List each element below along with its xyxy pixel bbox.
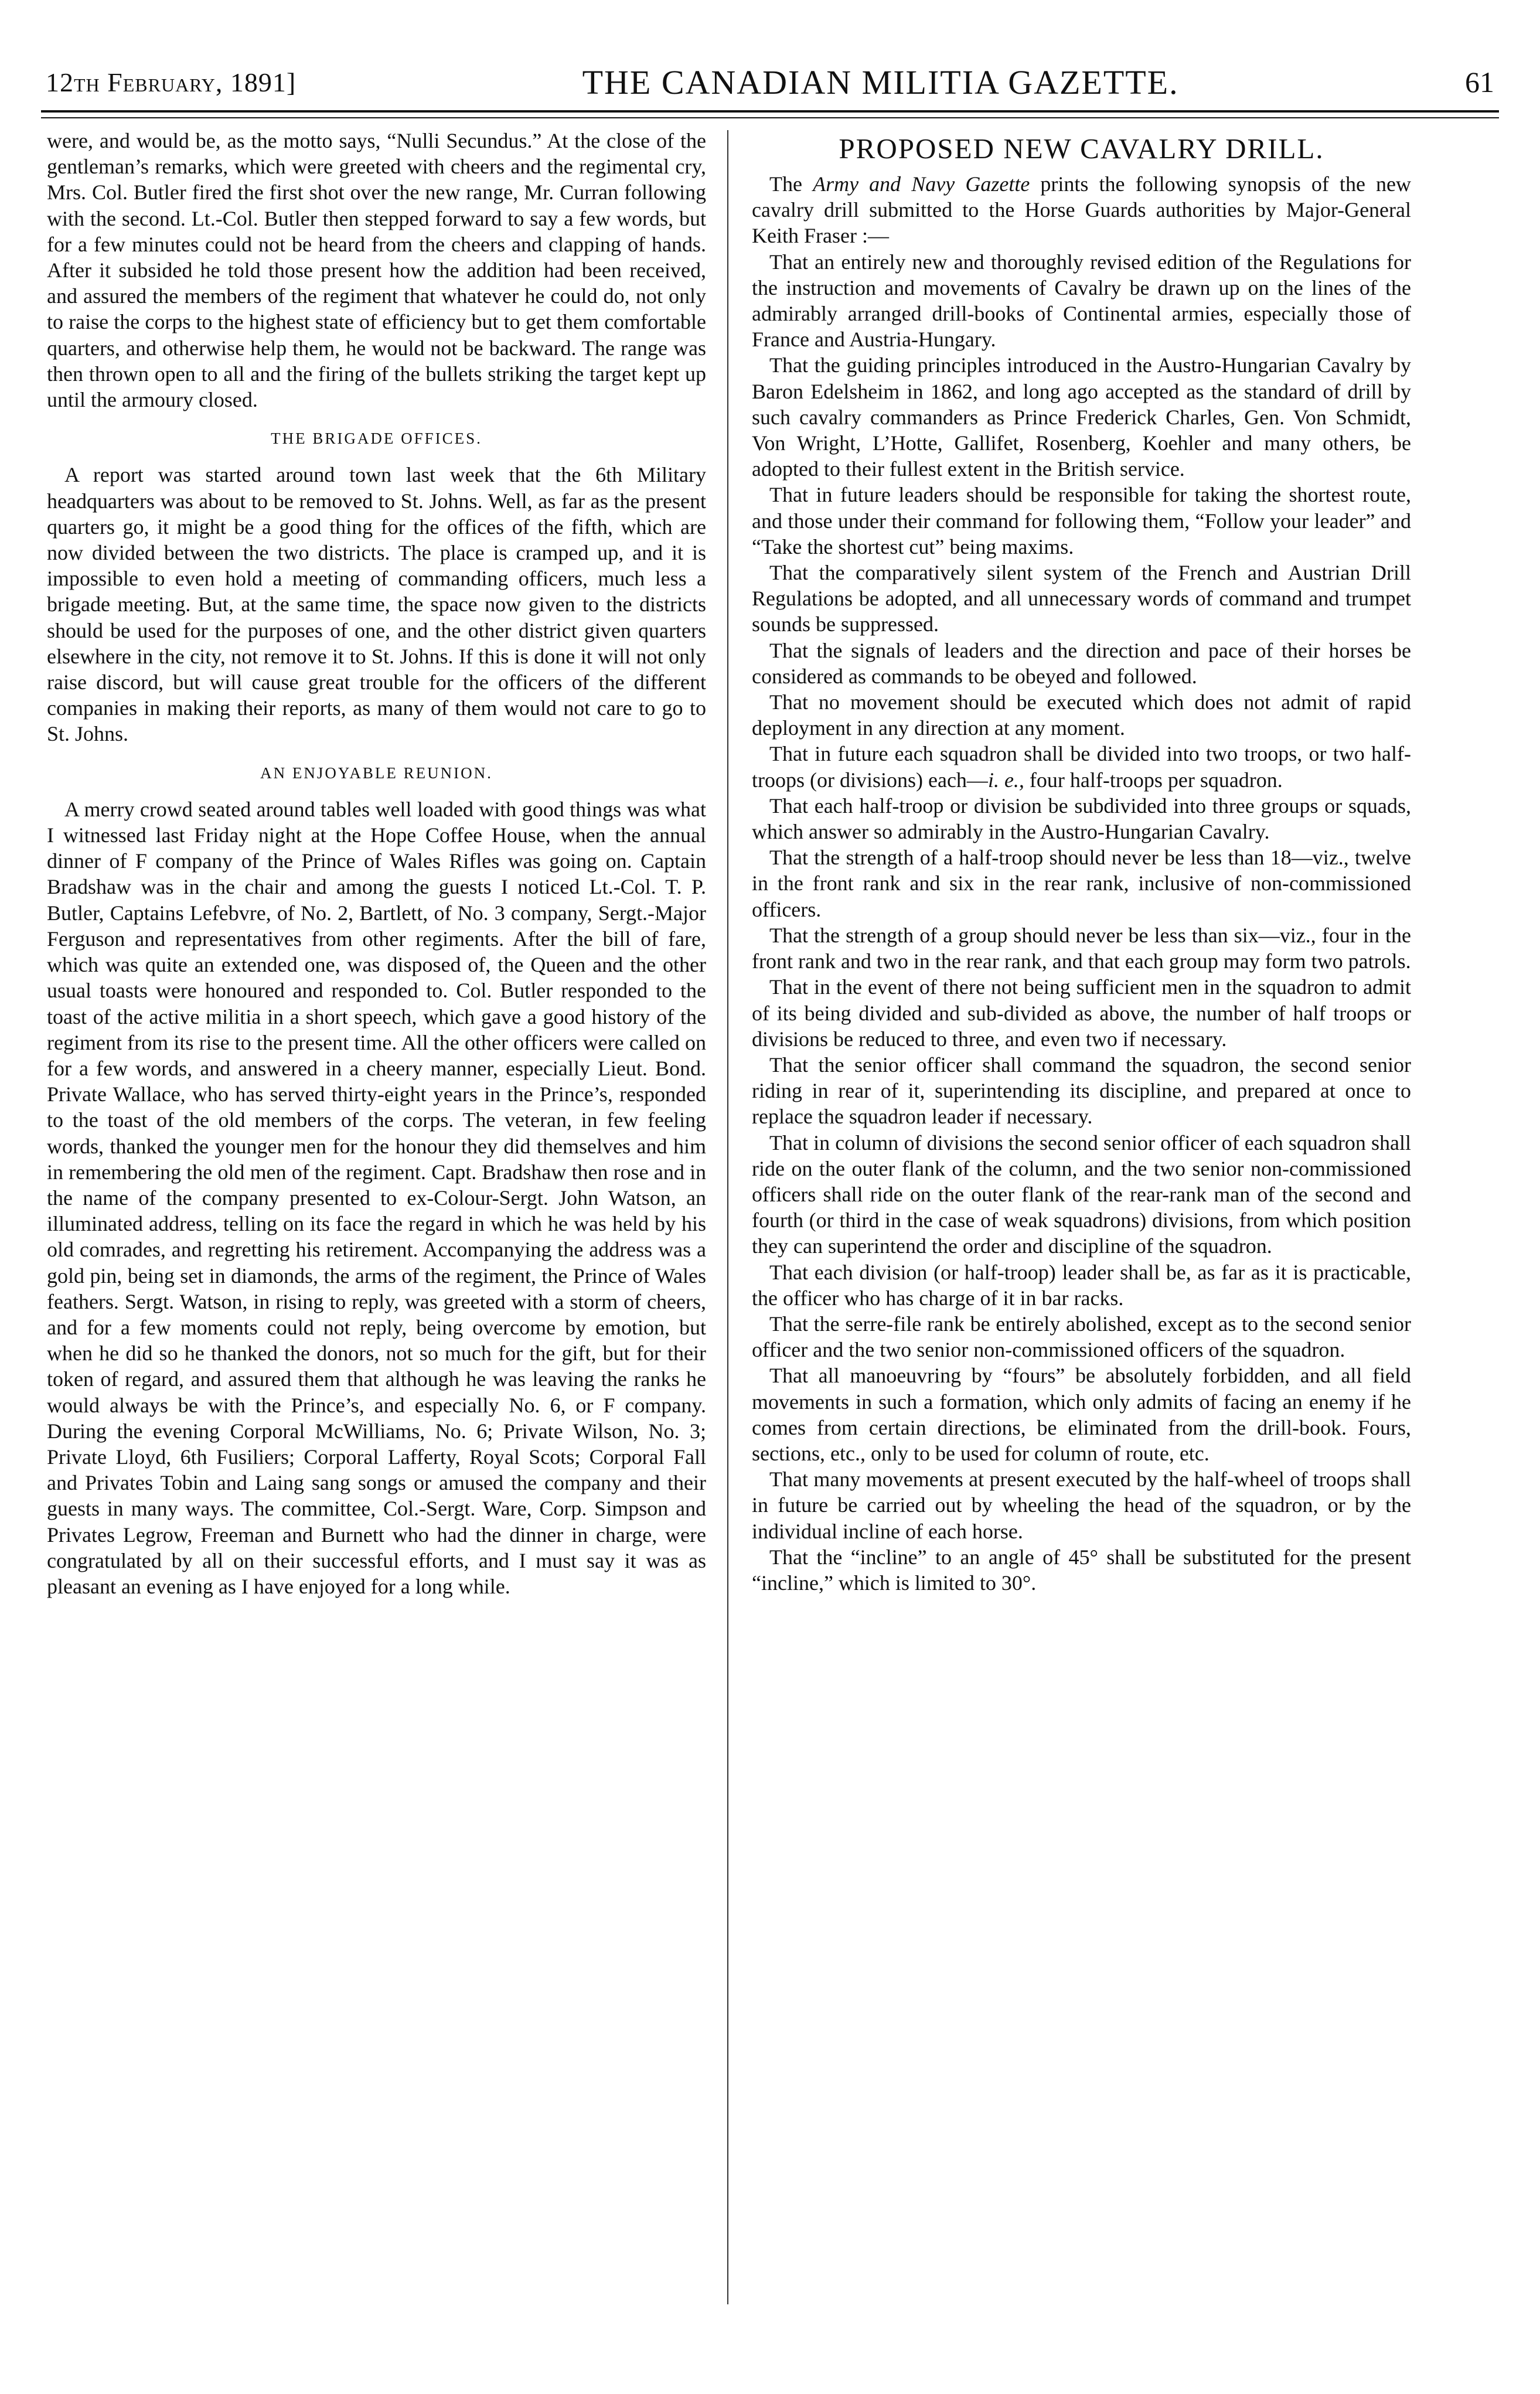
article-paragraph: That no movement should be executed which does not admit of rapid deployment in any direction at any moment. [752, 690, 1411, 740]
article-paragraph: A merry crowd seated around tables well loaded with good things was what I witnessed last Friday night at the Hope Coffee House, when the annual dinner of F company of the Prince of Wales Rifles was going on. Captain Bradshaw was in the chair and among the guests I noticed Lt.-Col. T. P. Butler, Captains Lefebvre, of No. 2, Bartlett, of No. 3 company, Sergt.-Major Ferguson and representatives from other regiments. After the bill of fare, which was quite an extended one, was disposed of, the Queen and the other usual toasts were honoured and responded to. Col. Butler responded to the toast of the active militia in a short speech, which gave a good history of the regiment from its rise to the present time. All the other officers were called on for a few words, and answered in a cheery manner, especially Lieut. Bond. Private Wallace, who has served thirty-eight years in the Prince’s, responded to the toast of the old members of the corps. The veteran, in few feeling words, thanked the younger men for the honour they did themselves and him in remembering the old men of the regiment. Capt. Bradshaw then rose and in the name of the company presented to ex-Colour-Sergt. John Watson, an illuminated address, telling on its face the regard in which he was held by his old comrades, and regretting his retirement. Accompanying the address was a gold pin, being set in diamonds, the arms of the regiment, the Prince of Wales feathers. Sergt. Watson, in rising to reply, was greeted with a storm of cheers, and for a few moments could not reply, being overcome by emotion, but when he did so he thanked the donors, not so much for the gift, but for their token of regard, and assured them that although he was leaving the ranks he would always be with the Prince’s, and especially No. 6, or F company. During the evening Corporal McWilliams, No. 6; Private Wilson, No. 3; Private Lloyd, 6th Fusiliers; Corporal Lafferty, Royal Scots; Corporal Fall and Privates Tobin and Laing sang songs or amused the company and their guests in many ways. The committee, Col.-Sergt. Ware, Corp. Simpson and Privates Legrow, Freeman and Burnett who had the dinner in charge, were congratulated by all on their successful efforts, and I must say it was as pleasant an evening as I have enjoyed for a long while. [47, 797, 706, 1598]
article-title: PROPOSED NEW CAVALRY DRILL. [839, 132, 1324, 165]
paragraph-italic: i. e., [987, 768, 1024, 792]
header-date: 12th February, 1891] [46, 67, 297, 97]
article-paragraph: That the senior officer shall command the squadron, the second senior riding in rear of it, superintending its discipline, and prepared at once to replace the squadron leader if necessary. [752, 1053, 1411, 1129]
left-column [47, 128, 706, 1599]
article-paragraph: were, and would be, as the motto says, “Nulli Secundus.” At the close of the gentleman’s remarks, which were greeted with cheers and the regimental cry, Mrs. Col. Butler fired the first shot over the new range, Mr. Curran following with the second. Lt.-Col. Butler then stepped forward to say a few words, but for a few minutes could not be heard from the cheers and clapping of hands. After it subsided he told those present how the addition had been received, and assured the members of the regiment that whatever he could do, not only to raise the corps to the highest state of efficiency but to get them comfortable quarters, and otherwise help them, he would not be backward. The range was then thrown open to all and the firing of the bullets striking the target kept up until the armoury closed. [47, 129, 706, 412]
publication-title: THE CANADIAN MILITIA GAZETTE. [582, 63, 1179, 101]
article-paragraph: That in the event of there not being sufficient men in the squadron to admit of its being divided and sub-divided as above, the number of half troops or divisions be reduced to three, and even two if necessary. [752, 975, 1411, 1051]
article-paragraph: That many movements at present executed by the half-wheel of troops shall in future be carried out by wheeling the head of the squadron, or by the individual incline of each horse. [752, 1467, 1411, 1543]
page-header [46, 59, 1494, 105]
header-rule-thick [41, 110, 1499, 113]
header-rule-thin [41, 117, 1499, 118]
article-intro [752, 171, 1411, 249]
article-paragraph: That the strength of a half-troop should never be less than 18—viz., twelve in the front rank and six in the rear rank, inclusive of non-commissioned officers. [752, 846, 1411, 921]
article-paragraph: That an entirely new and thoroughly revised edition of the Regulations for the instruction and movements of Cavalry be drawn up on the lines of the admirably arranged drill-books of Continental armies, especially those of France and Austria-Hungary. [752, 250, 1411, 352]
article-paragraph: That the “incline” to an angle of 45° shall be substituted for the present “incline,” which is limited to 30°. [752, 1545, 1411, 1595]
section-heading-reunion: AN ENJOYABLE REUNION. [260, 764, 493, 782]
article-paragraph: That the comparatively silent system of the French and Austrian Drill Regulations be adopted, and all unnecessary words of command and trumpet sounds be suppressed. [752, 561, 1411, 636]
article-paragraph: That each half-troop or division be subdivided into three groups or squads, which answer so admirably in the Austro-Hungarian Cavalry. [752, 794, 1411, 844]
intro-text: prints the following synopsis of the new cavalry drill submitted to the Horse Guards authorities by Major-General Keith Fraser :— [752, 172, 1411, 248]
article-paragraph: That the serre-file rank be entirely abolished, except as to the second senior officer and the two senior non-commissioned officers of the squadron. [752, 1312, 1411, 1362]
article-paragraph: That all manoeuvring by “fours” be absolutely forbidden, and all field movements in such a formation, which only admits of facing an enemy if he comes from certain directions, be eliminated from the drill-book. Fours, sections, etc., only to be used for column of route, etc. [752, 1364, 1411, 1465]
article-paragraph: That the guiding principles introduced in the Austro-Hungarian Cavalry by Baron Edelsheim in 1862, and long ago accepted as the standard of drill by such cavalry commanders as Prince Frederick Charles, Gen. Von Schmidt, Von Wright, L’Hotte, Gallifet, Rosenberg, Koehler and many others, be adopted to their fullest extent in the British service. [752, 353, 1411, 481]
page-number: 61 [1464, 66, 1494, 98]
intro-text: The [769, 172, 813, 196]
article-paragraph: That the strength of a group should never be less than six—viz., four in the front rank and two in the rear rank, and that each group may form two patrols. [752, 923, 1411, 973]
article-paragraph [752, 741, 1411, 792]
article-paragraph: A report was started around town last week that the 6th Military headquarters was about to be removed to St. Johns. Well, as far as the present quarters go, it might be a good thing for the offices of the fifth, which are now divided between the two districts. The place is cramped up, and it is impossible to even hold a meeting of commanding officers, much less a brigade meeting. But, at the same time, the space now given to the districts should be used for the purposes of one, and the other district given quarters elsewhere in the city, not remove it to St. Johns. If this is done it will not only raise discord, but will cause great trouble for the officers of the different companies in making their reports, as many of them would not care to go to St. Johns. [47, 463, 706, 746]
article-paragraph: That the signals of leaders and the direction and pace of their horses be considered as commands to be obeyed and followed. [752, 638, 1411, 688]
publication-name: Army and Navy Gazette [813, 172, 1030, 196]
paragraph-text: four half-troops per squadron. [1024, 768, 1283, 792]
article-paragraph: That in future leaders should be responsible for taking the shortest route, and those under their command for following them, “Follow your leader” and “Take the shortest cut” being maxims. [752, 483, 1411, 559]
column-divider [727, 130, 728, 2304]
right-column [752, 128, 1411, 1596]
article-paragraph: That each division (or half-troop) leader shall be, as far as it is practicable, the officer who has charge of it in bar racks. [752, 1260, 1411, 1310]
article-paragraph: That in column of divisions the second senior officer of each squadron shall ride on the outer flank of the column, and the two senior non-commissioned officers shall ride on the outer flank of the rear-rank man of the second and fourth (or third in the case of weak squadrons) divisions, from which position they can superintend the order and discipline of the squadron. [752, 1130, 1411, 1258]
paragraph-text: That in future each squadron shall be divided into two troops, or two half-troops (or divisions) each— [752, 742, 1411, 792]
section-heading-brigade-offices: THE BRIGADE OFFICES. [271, 430, 482, 448]
